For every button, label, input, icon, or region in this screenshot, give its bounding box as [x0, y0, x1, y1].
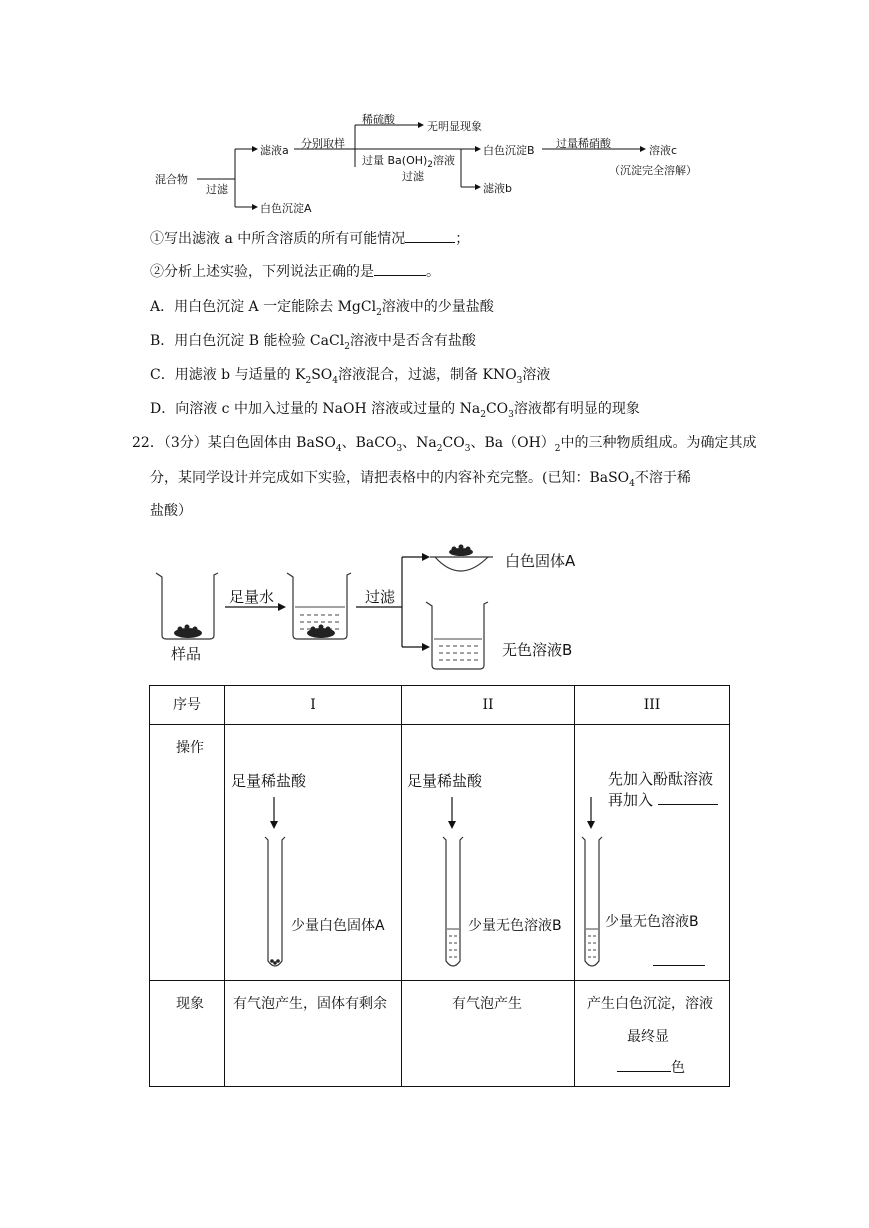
phen-cell-2: [402, 981, 575, 1087]
question-1: ①写出滤液 a 中所含溶质的所有可能情况 ；: [150, 231, 470, 247]
op-label: 操作: [176, 740, 204, 756]
flow-chart: [150, 105, 730, 220]
op-label-cell: [150, 725, 225, 981]
phen-1: 有气泡产生，固体有剩余: [233, 996, 387, 1012]
op3-blank: [653, 955, 705, 966]
flow-dilute-h2so4: 稀硫酸: [362, 113, 395, 126]
test-tube-2: [438, 793, 468, 978]
flow-mixture: 混合物: [155, 173, 188, 186]
phen-3b: 最终显: [627, 1029, 669, 1045]
diagram-white-solid-a: 白色固体A: [505, 552, 576, 570]
flow-white-ppt-b: 白色沉淀B: [483, 144, 535, 157]
question-22-line3: 盐酸）: [150, 503, 192, 519]
table-header-cell: 序号: [150, 686, 225, 725]
flow-filter2: 过滤: [402, 170, 424, 183]
phen-cell-1: [225, 981, 402, 1087]
flow-no-obvious: 无明显现象: [427, 120, 482, 133]
flow-filtrate-b: 滤液b: [483, 182, 512, 195]
table-header-cell: II: [402, 686, 575, 725]
option-c: C．用滤液 b 与适量的 $K_2SO_4$溶液混合，过滤，制备 $KNO_3$溶液: [150, 367, 551, 386]
table-row-operation: [150, 725, 730, 981]
op-cell-1: [225, 725, 402, 981]
diagram-filter: 过滤: [365, 588, 396, 606]
flow-sample-split: 分别取样: [301, 137, 345, 150]
table-row-phenomenon: [150, 981, 730, 1087]
flow-white-ppt-a: 白色沉淀A: [260, 202, 312, 215]
op3-reagent-2: 再加入: [608, 789, 718, 810]
phen-label-cell: [150, 981, 225, 1087]
op1-reagent: 足量稀盐酸: [231, 772, 307, 790]
diagram-sample: 样品: [171, 645, 202, 663]
op-cell-3: [575, 725, 730, 981]
experiment-diagram: [150, 535, 600, 670]
phen-3a: 产生白色沉淀，溶液: [587, 996, 713, 1012]
table-header-cell: III: [575, 686, 730, 725]
table-header-cell: I: [225, 686, 402, 725]
flow-solution-c: 溶液c: [649, 144, 678, 157]
table-header-row: [150, 686, 730, 725]
phen-3c: 色: [617, 1057, 685, 1077]
option-b: B．用白色沉淀 B 能检验 CaCl$_2$溶液中是否含有盐酸: [150, 333, 476, 352]
op3-reagent-1: 先加入酚酞溶液: [608, 770, 714, 788]
flow-ppt-dissolve: （沉淀完全溶解）: [609, 164, 697, 177]
op-cell-2: [402, 725, 575, 981]
question-22-line1: 22．（3分）某白色固体由 BaSO$_4$、BaCO$_3$、$Na_2CO_3$、$Ba(OH)_2$中的三种物质组成。为确定其成: [132, 435, 757, 454]
question-22-line2: 分，某同学设计并完成如下实验，请把表格中的内容补充完整。(已知：BaSO$_4$不溶于稀: [150, 470, 691, 489]
phen-cell-3: [575, 981, 730, 1087]
test-tube-3: [577, 793, 607, 978]
test-tube-1: [260, 793, 290, 978]
flow-filtrate-a: 滤液a: [260, 144, 289, 157]
option-a: A．用白色沉淀 A 一定能除去 MgCl$_2$溶液中的少量盐酸: [150, 299, 494, 318]
flow-excess-baoh2: 过量 $Ba(OH)_2$溶液: [362, 154, 456, 171]
op2-reagent: 足量稀盐酸: [407, 772, 483, 790]
experiment-table: [149, 685, 730, 1087]
flow-excess-hno3: 过量稀硝酸: [556, 137, 611, 150]
phen-2: 有气泡产生: [452, 996, 522, 1012]
diagram-colorless-b: 无色溶液B: [502, 641, 573, 659]
diagram-water: 足量水: [229, 588, 275, 606]
option-d: D．向溶液 c 中加入过量的 NaOH 溶液或过量的 $Na_2CO_3$溶液都有明显的现象: [150, 401, 640, 420]
op1-sample: 少量白色固体A: [291, 918, 385, 934]
op3-sample: 少量无色溶液B: [605, 914, 699, 930]
question-2: ②分析上述实验，下列说法正确的是 。: [150, 264, 440, 280]
phen-label: 现象: [176, 996, 204, 1012]
flow-filter: 过滤: [206, 183, 228, 196]
op2-sample: 少量无色溶液B: [468, 918, 562, 934]
